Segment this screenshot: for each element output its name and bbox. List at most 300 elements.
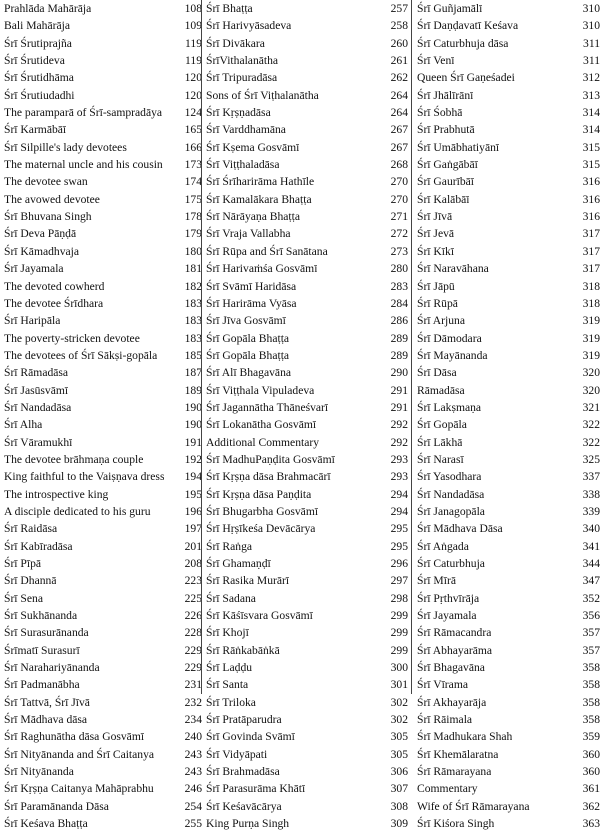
entry-title: Śrī Lokanātha Gosvāmī: [206, 418, 317, 432]
entry-page-number: 317: [582, 227, 600, 241]
entry-title: King Purṇa Singh: [206, 817, 290, 831]
index-entry: [204, 416, 414, 433]
entry-page-number: 318: [582, 296, 600, 310]
index-entry: [2, 416, 204, 433]
entry-title: Śrī Nandadāsa: [4, 400, 72, 414]
index-entry: [204, 260, 414, 277]
index-entry: [2, 798, 204, 815]
entry-page-number: 267: [390, 123, 408, 137]
entry-title: Śrī Gopāla Bhaṭṭa: [206, 331, 290, 345]
index-entry: [414, 243, 600, 260]
entry-page-number: 318: [582, 279, 600, 293]
entry-title: Śrī Kṛṣṇa Caitanya Mahāprabhu: [4, 782, 154, 796]
index-entry: [414, 451, 600, 468]
index-entry: [2, 399, 204, 416]
index-entry: [414, 659, 600, 676]
index-entry: [2, 225, 204, 242]
index-entry: [204, 763, 414, 780]
entry-title: Śrī Laḍḍu: [206, 661, 253, 675]
entry-title: The maternal uncle and his cousin: [4, 158, 163, 172]
entry-title: Śrī Deva Pāṇḍā: [4, 227, 77, 241]
entry-title: Śrī Arjuna: [417, 314, 465, 328]
index-entry: [2, 156, 204, 173]
index-entry: [204, 278, 414, 295]
index-entry: [2, 121, 204, 138]
index-entry: [204, 156, 414, 173]
entry-title: Śrī Pratāparudra: [206, 713, 282, 727]
entry-title: Śrī Caturbhuja dāsa: [417, 36, 509, 50]
entry-page-number: 183: [184, 331, 202, 345]
index-entry: [204, 191, 414, 208]
entry-title: Śrī Prabhutā: [417, 123, 475, 137]
index-entry: [204, 572, 414, 589]
entry-title: The devotee swan: [4, 175, 88, 189]
entry-page-number: 307: [390, 782, 408, 796]
entry-page-number: 196: [184, 504, 202, 518]
entry-page-number: 302: [390, 695, 408, 709]
entry-page-number: 255: [184, 817, 202, 831]
entry-title: The introspective king: [4, 487, 109, 501]
index-entry: [204, 69, 414, 86]
entry-title: Śrī Rāimala: [417, 713, 473, 727]
index-entry: [204, 104, 414, 121]
index-entry: [414, 208, 600, 225]
entry-page-number: 310: [582, 2, 600, 15]
entry-page-number: 254: [184, 799, 202, 813]
entry-page-number: 322: [582, 435, 600, 449]
entry-title: Śrī Kṛṣṇa dāsa Brahmacārī: [206, 470, 331, 484]
index-entry: [414, 434, 600, 451]
entry-title: Śrī Narasī: [417, 452, 464, 466]
entry-page-number: 165: [184, 123, 202, 137]
index-entry: [2, 434, 204, 451]
entry-page-number: 229: [184, 643, 202, 657]
index-entry: [204, 590, 414, 607]
entry-title: Bali Mahārāja: [4, 19, 70, 33]
index-entry: [204, 642, 414, 659]
entry-title: Śrī Kīkī: [417, 244, 455, 258]
entry-page-number: 352: [582, 591, 600, 605]
entry-page-number: 317: [582, 244, 600, 258]
index-entry: [204, 330, 414, 347]
entry-title: Śrī Umābhatiyānī: [417, 140, 500, 154]
entry-page-number: 234: [184, 713, 202, 727]
index-entry: [204, 694, 414, 711]
index-entry: [204, 486, 414, 503]
entry-page-number: 312: [582, 71, 600, 85]
entry-title: Śrī Padmanābha: [4, 678, 80, 692]
entry-title: Śrī Raidāsa: [4, 522, 58, 536]
entry-page-number: 120: [184, 71, 202, 85]
index-entry: [2, 243, 204, 260]
index-entry: [414, 191, 600, 208]
entry-page-number: 181: [184, 262, 202, 276]
entry-page-number: 229: [184, 661, 202, 675]
entry-page-number: 183: [184, 296, 202, 310]
entry-page-number: 344: [582, 557, 600, 570]
index-entry: [414, 225, 600, 242]
entry-title: Śrī Śrutidhāma: [4, 71, 74, 85]
index-entry: [2, 572, 204, 589]
index-entry: [414, 711, 600, 728]
entry-title: Additional Commentary: [206, 435, 320, 449]
entry-title: Śrī Caturbhuja: [417, 557, 485, 570]
index-entry: [204, 624, 414, 641]
entry-title: Śrī Yasodhara: [417, 470, 482, 484]
index-entry: [204, 52, 414, 69]
entry-page-number: 187: [184, 366, 202, 380]
entry-title: Commentary: [417, 782, 478, 796]
entry-title: A disciple dedicated to his guru: [4, 504, 151, 518]
index-entry: [414, 624, 600, 641]
index-entry: [414, 538, 600, 555]
entry-page-number: 319: [582, 314, 600, 328]
entry-title: Śrī Jagannātha Thāneśvarī: [206, 400, 329, 414]
entry-title: Śrī Kalābāī: [417, 192, 470, 206]
index-entry: [204, 451, 414, 468]
index-entry: [414, 399, 600, 416]
entry-page-number: 290: [390, 366, 408, 380]
entry-title: Śrī Khemālaratna: [417, 747, 499, 761]
entry-title: Śrī Mīrā: [417, 574, 456, 588]
entry-page-number: 358: [582, 713, 600, 727]
entry-title: The devoted cowherd: [4, 279, 105, 293]
index-entry: [2, 278, 204, 295]
entry-title: The devotee brāhmaṇa couple: [4, 452, 144, 466]
entry-page-number: 321: [582, 400, 600, 414]
entry-page-number: 190: [184, 400, 202, 414]
entry-page-number: 258: [390, 19, 408, 33]
index-entry: [414, 87, 600, 104]
entry-page-number: 174: [184, 175, 202, 189]
entry-title: Śrī Kāmadhvaja: [4, 244, 80, 258]
entry-title: Śrī Bhagavāna: [417, 661, 485, 675]
entry-page-number: 191: [184, 435, 202, 449]
entry-page-number: 317: [582, 262, 600, 276]
entry-page-number: 305: [390, 730, 408, 744]
index-entry: [414, 0, 600, 17]
entry-page-number: 120: [184, 88, 202, 102]
entry-title: Śrī Dāmodara: [417, 331, 482, 345]
entry-title: Śrī Śrutiudadhi: [4, 88, 75, 102]
entry-title: Śrī Śrutiprajña: [4, 36, 72, 50]
entry-page-number: 325: [582, 452, 600, 466]
index-entry: [204, 728, 414, 745]
index-entry: [2, 763, 204, 780]
index-entry: [2, 312, 204, 329]
index-entry: [2, 364, 204, 381]
entry-title: Śrī Gopāla: [417, 418, 467, 432]
entry-title: Śrī Jāpū: [417, 279, 455, 293]
entry-title: Śrī Divākara: [206, 36, 265, 50]
index-entry: [2, 746, 204, 763]
entry-page-number: 299: [390, 626, 408, 640]
entry-page-number: 319: [582, 348, 600, 362]
index-entry: [414, 121, 600, 138]
entry-title: Śrī Pṛthvīrāja: [417, 591, 480, 605]
index-entry: [414, 416, 600, 433]
index-entry: [2, 330, 204, 347]
entry-title: Śrī Śrutideva: [4, 54, 65, 68]
index-entry: [2, 624, 204, 641]
index-entry: [204, 503, 414, 520]
entry-title: Śrī Akhayarāja: [417, 695, 487, 709]
entry-page-number: 313: [582, 88, 600, 102]
index-entry: [2, 503, 204, 520]
index-entry: [2, 590, 204, 607]
entry-title: Śrī Parasurāma Khātī: [206, 782, 306, 796]
entry-page-number: 320: [582, 383, 600, 397]
index-entry: [414, 607, 600, 624]
entry-title: Śrī Daṇḍavatī Keśava: [417, 19, 519, 33]
index-entry: [414, 676, 600, 693]
index-entry: [2, 659, 204, 676]
index-entry: [204, 798, 414, 815]
entry-page-number: 292: [390, 435, 408, 449]
index-entry: [2, 87, 204, 104]
index-column-1: [2, 0, 204, 831]
entry-title: Śrī Rāmacandra: [417, 626, 492, 640]
index-entry: [414, 694, 600, 711]
entry-title: Śrī Rūpa and Śrī Sanātana: [206, 244, 328, 258]
entry-page-number: 283: [390, 279, 408, 293]
entry-page-number: 356: [582, 609, 600, 623]
index-entry: [414, 486, 600, 503]
index-column-3: [414, 0, 600, 831]
index-entry: [204, 121, 414, 138]
index-entry: [2, 642, 204, 659]
entry-page-number: 358: [582, 678, 600, 692]
entry-page-number: 295: [390, 522, 408, 536]
index-entry: [2, 52, 204, 69]
index-entry: [414, 312, 600, 329]
entry-page-number: 292: [390, 418, 408, 432]
entry-title: The avowed devotee: [4, 192, 100, 206]
index-entry: [2, 607, 204, 624]
index-entry: [2, 35, 204, 52]
entry-title: Śrī Venī: [417, 54, 455, 68]
index-entry: [2, 208, 204, 225]
entry-page-number: 358: [582, 661, 600, 675]
entry-title: Śrī Ghamaṇḍī: [206, 557, 271, 570]
index-entry: [204, 225, 414, 242]
entry-page-number: 294: [390, 487, 408, 501]
index-entry: [204, 538, 414, 555]
entry-page-number: 119: [185, 36, 202, 50]
index-entry: [204, 17, 414, 34]
entry-page-number: 300: [390, 661, 408, 675]
entry-page-number: 124: [184, 106, 202, 120]
entry-title: Śrī Raghunātha dāsa Gosvāmī: [4, 730, 145, 744]
index-entry: [204, 173, 414, 190]
index-entry: [414, 746, 600, 763]
index-entry: [204, 0, 414, 17]
entry-title: Śrī Bhaṭṭa: [206, 2, 253, 15]
index-entry: [204, 139, 414, 156]
entry-page-number: 337: [582, 470, 600, 484]
entry-page-number: 291: [390, 383, 408, 397]
entry-page-number: 363: [582, 817, 600, 831]
entry-title: Śrī Gaurībāī: [417, 175, 474, 189]
entry-page-number: 293: [390, 470, 408, 484]
entry-title: Śrī Narahariyānanda: [4, 661, 100, 675]
index-entry: [414, 173, 600, 190]
index-entry: [2, 173, 204, 190]
entry-title: Sons of Śrī Viṭhalanātha: [206, 88, 319, 102]
entry-title: Śrī Triloka: [206, 695, 256, 709]
index-entry: [414, 260, 600, 277]
entry-title: Śrī Vraja Vallabha: [206, 227, 291, 241]
entry-title: Śrī Jasūsvāmī: [4, 383, 69, 397]
index-entry: [414, 520, 600, 537]
entry-title: Śrī Nandadāsa: [417, 487, 485, 501]
entry-title: Śrī Kṛṣṇadāsa: [206, 106, 271, 120]
index-entry: [204, 295, 414, 312]
index-entry: [2, 676, 204, 693]
entry-page-number: 315: [582, 158, 600, 172]
index-entry: [204, 312, 414, 329]
entry-title: Śrī Tattvā, Śrī Jīvā: [4, 695, 90, 709]
entry-page-number: 272: [390, 227, 408, 241]
index-entry: [2, 451, 204, 468]
entry-title: Śrī Nārāyaṇa Bhaṭṭa: [206, 210, 301, 224]
entry-title: Śrī Pīpā: [4, 557, 42, 570]
index-entry: [414, 69, 600, 86]
index-entry: [2, 815, 204, 832]
entry-title: Śrī Mayānanda: [417, 348, 488, 362]
index-entry: [2, 260, 204, 277]
entry-title: The devotee Śrīdhara: [4, 296, 104, 310]
entry-page-number: 301: [390, 678, 408, 692]
entry-page-number: 309: [390, 817, 408, 831]
index-entry: [204, 35, 414, 52]
index-entry: [414, 815, 600, 832]
entry-page-number: 319: [582, 331, 600, 345]
index-entry: [414, 347, 600, 364]
entry-title: Śrī Paramānanda Dāsa: [4, 799, 109, 813]
index-entry: [204, 555, 414, 572]
index-entry: [2, 69, 204, 86]
entry-title: Śrī Lakṣmaṇa: [417, 400, 482, 414]
entry-title: Śrī Jayamala: [417, 609, 477, 623]
entry-page-number: 108: [184, 2, 202, 15]
entry-title: Śrī Dhannā: [4, 574, 57, 588]
index-entry: [2, 382, 204, 399]
entry-page-number: 362: [582, 799, 600, 813]
entry-title: Śrī Vāramukhī: [4, 435, 73, 449]
index-entry: [414, 780, 600, 797]
entry-title: Queen Śrī Gaṇeśadei: [417, 71, 515, 85]
entry-title: Śrī Keśava Bhaṭṭa: [4, 817, 88, 831]
entry-page-number: 232: [184, 695, 202, 709]
entry-page-number: 322: [582, 418, 600, 432]
entry-title: Śrī Rāṅkabāṅkā: [206, 643, 280, 657]
entry-title: Śrīmatī Surasurī: [4, 643, 80, 657]
entry-page-number: 341: [582, 539, 600, 553]
index-entry: [2, 711, 204, 728]
entry-page-number: 284: [390, 296, 408, 310]
entry-title: Śrī Jayamala: [4, 262, 64, 276]
entry-title: Śrī Keśavācārya: [206, 799, 282, 813]
entry-page-number: 297: [390, 574, 408, 588]
index-entry: [414, 278, 600, 295]
entry-page-number: 225: [184, 591, 202, 605]
entry-page-number: 280: [390, 262, 408, 276]
entry-page-number: 311: [583, 36, 600, 50]
entry-title: Śrī Svāmī Haridāsa: [206, 279, 297, 293]
entry-title: Prahlāda Mahārāja: [4, 2, 92, 15]
entry-page-number: 260: [390, 36, 408, 50]
index-entry: [2, 728, 204, 745]
entry-title: Śrī Nityānanda: [4, 765, 74, 779]
entry-page-number: 305: [390, 747, 408, 761]
index-entry: [204, 208, 414, 225]
entry-page-number: 320: [582, 366, 600, 380]
entry-title: Śrī Jīva Gosvāmī: [206, 314, 286, 328]
entry-title: Śrī Haripāla: [4, 314, 61, 328]
entry-title: Śrī MadhuPaṇḍita Gosvāmī: [206, 452, 335, 466]
entry-title: The paramparā of Śrī-sampradāya: [4, 106, 163, 120]
entry-title: Śrī Aṅgada: [417, 539, 469, 553]
entry-page-number: 179: [184, 227, 202, 241]
entry-page-number: 208: [184, 557, 202, 570]
entry-page-number: 270: [390, 175, 408, 189]
entry-title: Śrī Kṣema Gosvāmī: [206, 140, 300, 154]
entry-title: Śrī Dāsa: [417, 366, 457, 380]
entry-title: Wife of Śrī Rāmarayana: [417, 799, 530, 813]
entry-page-number: 358: [582, 695, 600, 709]
index-entry: [204, 382, 414, 399]
entry-title: Śrī Harivaṁśa Gosvāmī: [206, 262, 318, 276]
entry-page-number: 243: [184, 747, 202, 761]
entry-title: Śrī Alī Bhagavāna: [206, 366, 292, 380]
entry-page-number: 311: [583, 54, 600, 68]
index-entry: [204, 711, 414, 728]
entry-page-number: 291: [390, 400, 408, 414]
entry-page-number: 299: [390, 643, 408, 657]
entry-page-number: 359: [582, 730, 600, 744]
index-entry: [2, 486, 204, 503]
entry-page-number: 357: [582, 643, 600, 657]
entry-title: Śrī Sena: [4, 591, 43, 605]
entry-page-number: 316: [582, 175, 600, 189]
index-entry: [414, 468, 600, 485]
entry-page-number: 271: [390, 210, 408, 224]
index-entry: [204, 87, 414, 104]
entry-title: Śrī Khojī: [206, 626, 249, 640]
entry-page-number: 270: [390, 192, 408, 206]
entry-page-number: 223: [184, 574, 202, 588]
entry-title: Śrī Kiśora Singh: [417, 817, 495, 831]
index-entry: [204, 676, 414, 693]
entry-title: Śrī Varddhamāna: [206, 123, 286, 137]
index-entry: [414, 590, 600, 607]
entry-title: Śrī Rāmadāsa: [4, 366, 69, 380]
entry-title: Śrī Mādhava dāsa: [4, 713, 88, 727]
entry-title: Śrī Naravāhana: [417, 262, 489, 276]
entry-page-number: 190: [184, 418, 202, 432]
entry-page-number: 180: [184, 244, 202, 258]
index-entry: [2, 139, 204, 156]
entry-page-number: 293: [390, 452, 408, 466]
entry-page-number: 295: [390, 539, 408, 553]
entry-title: Śrī Viṭṭhala Vipuladeva: [206, 383, 315, 397]
index-entry: [414, 555, 600, 572]
entry-page-number: 185: [184, 348, 202, 362]
entry-page-number: 182: [184, 279, 202, 293]
entry-title: Śrī Brahmadāsa: [206, 765, 280, 779]
entry-title: ŚrīVithalanātha: [206, 54, 279, 68]
